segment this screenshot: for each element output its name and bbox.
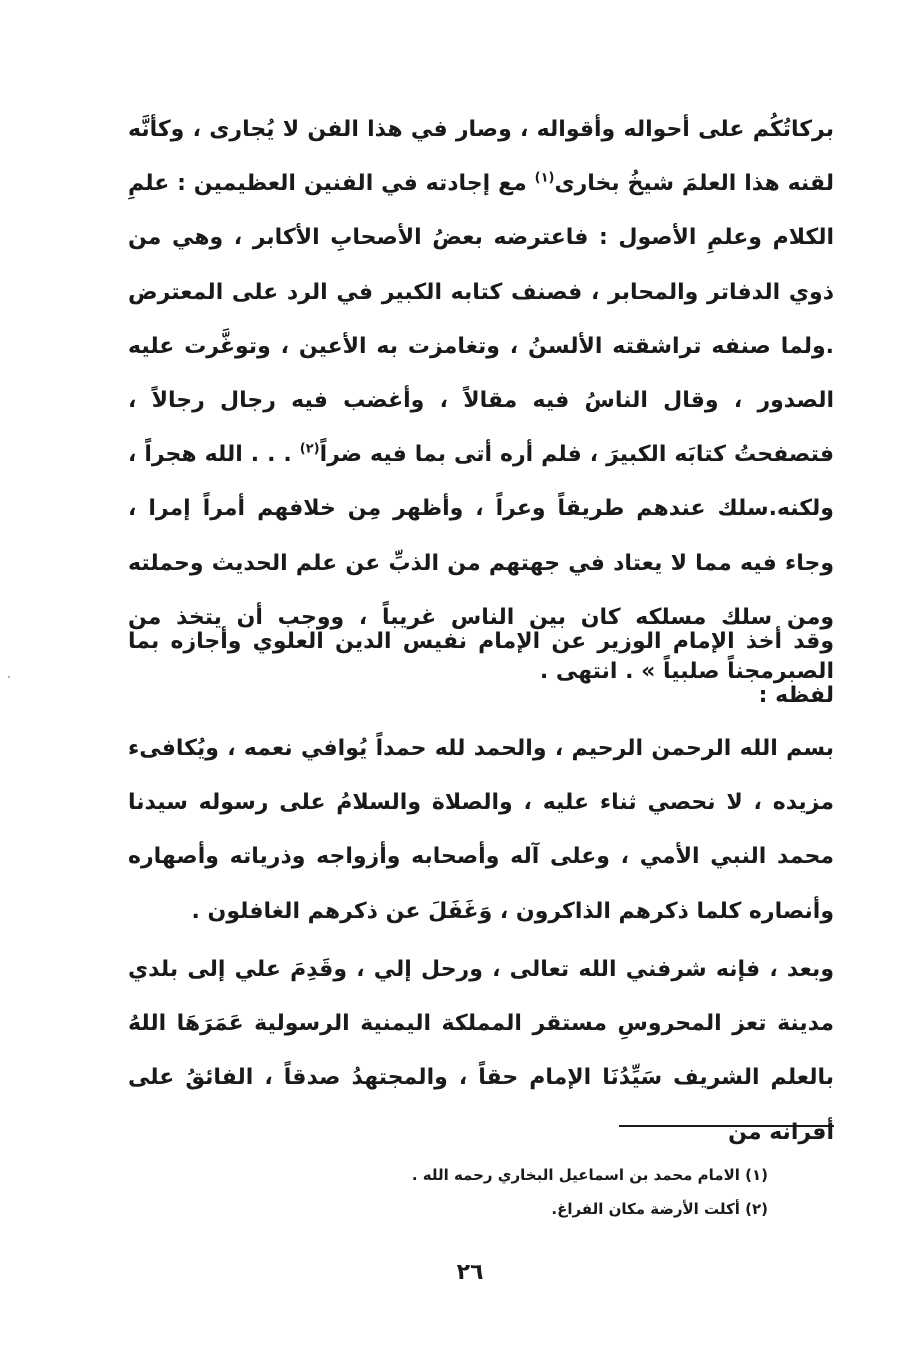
footnote-ref-2: (٢)	[299, 441, 320, 457]
scan-speck	[8, 676, 10, 678]
page-number: ٢٦	[456, 1260, 484, 1285]
footnote-ref-1: (١)	[534, 170, 555, 186]
paragraph-1-part-c: . . . الله هجراً ، ولكنه.سلك عندهم طريقاً وعراً ، وأظهر مِن خلافهم أمراً إمرا ، وجاء فيه مما لا يعتاد في جهتهم من الذبِّ عن علم الحديث وحملته ومن سلك مسلكه كان بين الناس غريباً ، ووجب أن يتخذ من الصبرمجناً صلبياً » . انتهى .	[128, 442, 834, 685]
paragraph-1-part-b: مع إجادته في الفنين العظيمين : علمِ الكلام وعلمِ الأصول : فاعترضه بعضُ الأصحابِ الأكابر ، وهي من ذوي الدفاتر والمحابر ، فصنف كتابه الكبير في الرد على المعترض .ولما صنفه تراشقته الألسنُ ، وتغامزت به الأعين ، وتوغَّرت عليه الصدور ، وقال الناسُ فيه مقالاً ، وأغضب فيه رجال رجالاً ، فتصفحتُ كتابَه الكبيرَ ، فلم أره أتى بما فيه ضراً	[128, 171, 834, 468]
paragraph-2: وقد أخذ الإمام الوزير عن الإمام نفيس الدين العلوي وأجازه بما لفظه :	[128, 629, 834, 709]
footnotes	[300, 1158, 768, 1226]
footnote-2: (٢) أكلت الأرضة مكان الفراغ.	[551, 1200, 768, 1218]
footnote-1: (١) الامام محمد بن اسماعيل البخاري رحمه الله .	[411, 1166, 768, 1184]
paragraph-3: بسم الله الرحمن الرحيم ، والحمد لله حمداً يُوافي نعمه ، ويُكافىء مزيده ، لا نحصي ثناء عليه ، والصلاة والسلامُ على رسوله سيدنا محمد النبي الأمي ، وعلى آله وأصحابه وأزواجه وذرياته وأصهاره وأنصاره كلما ذكرهم الذاكرون ، وَغَفَلَ عن ذكرهم الغافلون .	[128, 736, 834, 924]
paragraph-1	[128, 103, 834, 699]
paragraph-4: وبعد ، فإنه شرفني الله تعالى ، ورحل إلي ، وقَدِمَ علي إلى بلدي مدينة تعز المحروسِ مستقر المملكة اليمنية الرسولية عَمَرَهَا اللهُ بالعلم الشريف سَيِّدُنَا الإمام حقاً ، والمجتهدُ صدقاً ، الفائقُ على أقرانه من	[128, 957, 834, 1145]
paragraph-1-part-a: بركاتُكُم على أحواله وأقواله ، وصار في هذا الفن لا يُجارى ، وكأنَّه لقنه هذا العلمَ شيخُ بخارى	[128, 117, 835, 197]
footnote-separator	[619, 1125, 834, 1127]
